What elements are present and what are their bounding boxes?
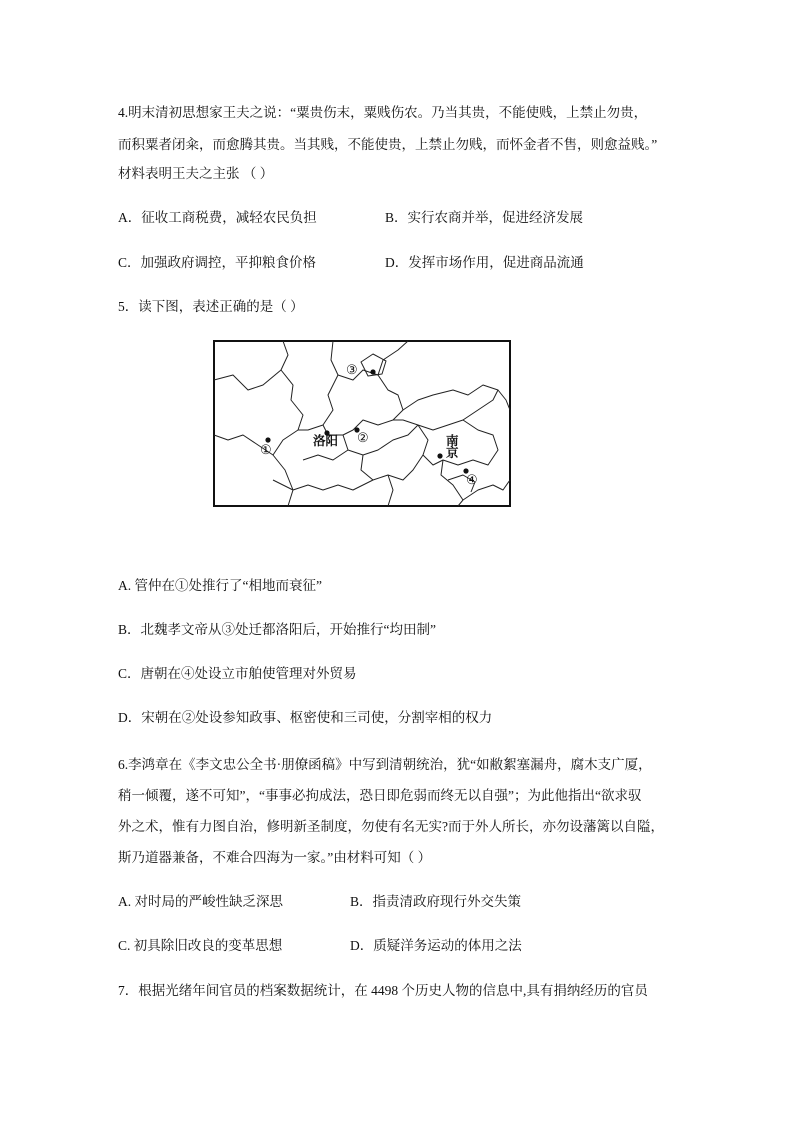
q6-option-d: D．质疑洋务运动的体用之法	[350, 938, 522, 953]
q6-option-a: A. 对时局的严峻性缺乏深思	[118, 894, 283, 909]
q5-option-c: C．唐朝在④处设立市舶使管理对外贸易	[118, 666, 357, 681]
q7-stem: 7．根据光绪年间官员的档案数据统计，在 4498 个历史人物的信息中,具有捐纳经历的官员	[118, 983, 648, 998]
map-label-4: ④	[466, 472, 478, 487]
location-dot-3	[370, 369, 375, 374]
map-label-2: ②	[357, 430, 369, 445]
q6-option-c: C. 初具除旧改良的变革思想	[118, 938, 283, 953]
q4-stem-line-3: 材料表明王夫之主张 （ ）	[118, 166, 274, 181]
map-label-nan: 南	[446, 434, 459, 448]
q5-option-d: D．宋朝在②处设参知政事、枢密使和三司使，分割宰相的权力	[118, 710, 493, 725]
map-label-3: ③	[346, 362, 358, 377]
location-dot-nanjing	[437, 453, 442, 458]
q6-stem-line-1: 6.李鸿章在《李文忠公全书·朋僚函稿》中写到清朝统治，犹“如敝絮塞漏舟，腐木支广厦，	[118, 757, 652, 772]
q6-stem-line-2: 稍一倾覆，遂不可知”，“事事必拘成法，恐日即危弱而终无以自强”；为此他指出“欲求驭	[118, 788, 642, 803]
q5-option-a: A. 管仲在①处推行了“相地而衰征”	[118, 578, 322, 593]
map-label-luoyang: 洛阳	[313, 434, 339, 448]
map-label-jing: 京	[446, 446, 459, 460]
q6-stem-line-3: 外之术，惟有力图自治，修明新圣制度，勿使有名无实?而于外人所长，亦勿设藩篱以自隘，	[118, 819, 664, 834]
q6-option-b: B．指责清政府现行外交失策	[350, 894, 522, 909]
q6-stem-line-4: 斯乃道器兼备，不难合四海为一家。”由材料可知（ ）	[118, 850, 432, 865]
q4-option-c: C．加强政府调控，平抑粮食价格	[118, 255, 317, 270]
q4-stem-line-2: 而积粟者闭籴，而愈腾其贵。当其贱，不能使贵，上禁止勿贱，而怀金者不售，则愈益贱。”	[118, 137, 658, 152]
q5-map	[213, 340, 511, 507]
map-label-1: ①	[260, 442, 272, 457]
q4-option-d: D．发挥市场作用，促进商品流通	[385, 255, 584, 270]
q5-stem: 5．读下图，表述正确的是（ ）	[118, 299, 304, 314]
q5-option-b: B．北魏孝文帝从③处迁都洛阳后，开始推行“均田制”	[118, 622, 436, 637]
q4-option-a: A．征收工商税费，减轻农民负担	[118, 210, 317, 225]
q4-option-b: B．实行农商并举，促进经济发展	[385, 210, 584, 225]
q4-stem-line-1: 4.明末清初思想家王夫之说：“粟贵伤末，粟贱伤农。乃当其贵，不能使贱，上禁止勿贵，	[118, 105, 648, 120]
map-figure	[213, 340, 511, 507]
